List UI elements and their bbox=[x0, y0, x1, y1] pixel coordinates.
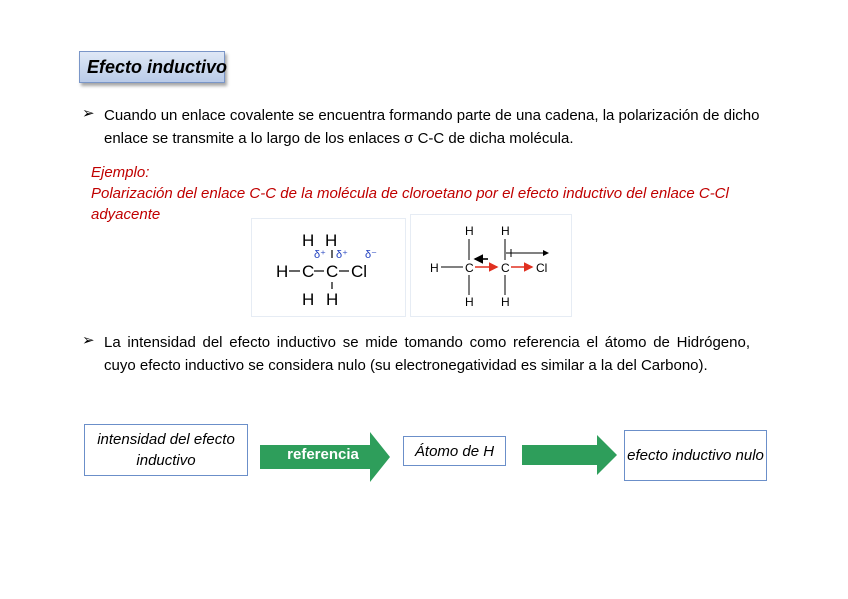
bullet-text-1: Cuando un enlace covalente se encuentra formando parte de una cadena, la polarización de dicho enlace se transmite a lo largo de los enlaces σ C-C de dicha molécula. bbox=[104, 107, 760, 147]
atom-h-bottom-2: H bbox=[326, 290, 339, 309]
r-atom-c2: C bbox=[501, 261, 510, 275]
r-atom-c1: C bbox=[465, 261, 474, 275]
bullet-arrow-icon: ➢ bbox=[82, 332, 95, 349]
r-atom-h-left: H bbox=[430, 261, 439, 275]
r-atom-h-bottom-2: H bbox=[501, 295, 510, 309]
flow-box-efecto-nulo: efecto inductivo nulo bbox=[624, 430, 767, 481]
partial-charge-3: δ⁻ bbox=[365, 249, 377, 261]
atom-cl: Cl bbox=[351, 262, 368, 281]
flow-box-atomo-h: Átomo de H bbox=[403, 436, 506, 466]
r-atom-h-bottom-1: H bbox=[465, 295, 474, 309]
atom-c1: C bbox=[302, 262, 315, 281]
atom-c2: C bbox=[326, 262, 339, 281]
flow-box-intensidad: intensidad del efecto inductivo bbox=[84, 424, 248, 476]
r-atom-h-top-1: H bbox=[465, 224, 474, 238]
green-arrow-icon bbox=[522, 435, 617, 475]
r-atom-h-top-2: H bbox=[501, 224, 510, 238]
chloroethane-charges-diagram bbox=[251, 218, 406, 317]
example-text: Polarización del enlace C-C de la molécula de cloroetano por el efecto inductivo del enlace C-Cl adyacente bbox=[91, 185, 729, 223]
bullet-text-2: La intensidad del efecto inductivo se mide tomando como referencia el átomo de Hidrógeno, cuyo efecto inductivo se considera nulo (su electronegatividad es similar a la del Carbono). bbox=[104, 334, 750, 374]
atom-h-top-2: H bbox=[325, 231, 338, 250]
atom-h-top-1: H bbox=[302, 231, 315, 250]
partial-charge-1: δ⁺ bbox=[314, 249, 326, 261]
chloroethane-arrows-diagram bbox=[410, 214, 572, 317]
bullet-item-2 bbox=[82, 331, 750, 377]
bullet-item-1 bbox=[82, 104, 762, 150]
atom-h-left: H bbox=[276, 262, 289, 281]
example-heading: Ejemplo: bbox=[91, 164, 150, 181]
partial-charge-2: δ⁺ bbox=[336, 249, 348, 261]
section-title: Efecto inductivo bbox=[79, 51, 225, 83]
bullet-arrow-icon: ➢ bbox=[82, 105, 95, 122]
atom-h-bottom-1: H bbox=[302, 290, 315, 309]
r-atom-cl: Cl bbox=[536, 261, 548, 275]
arrow-label-referencia: referencia bbox=[287, 446, 359, 463]
